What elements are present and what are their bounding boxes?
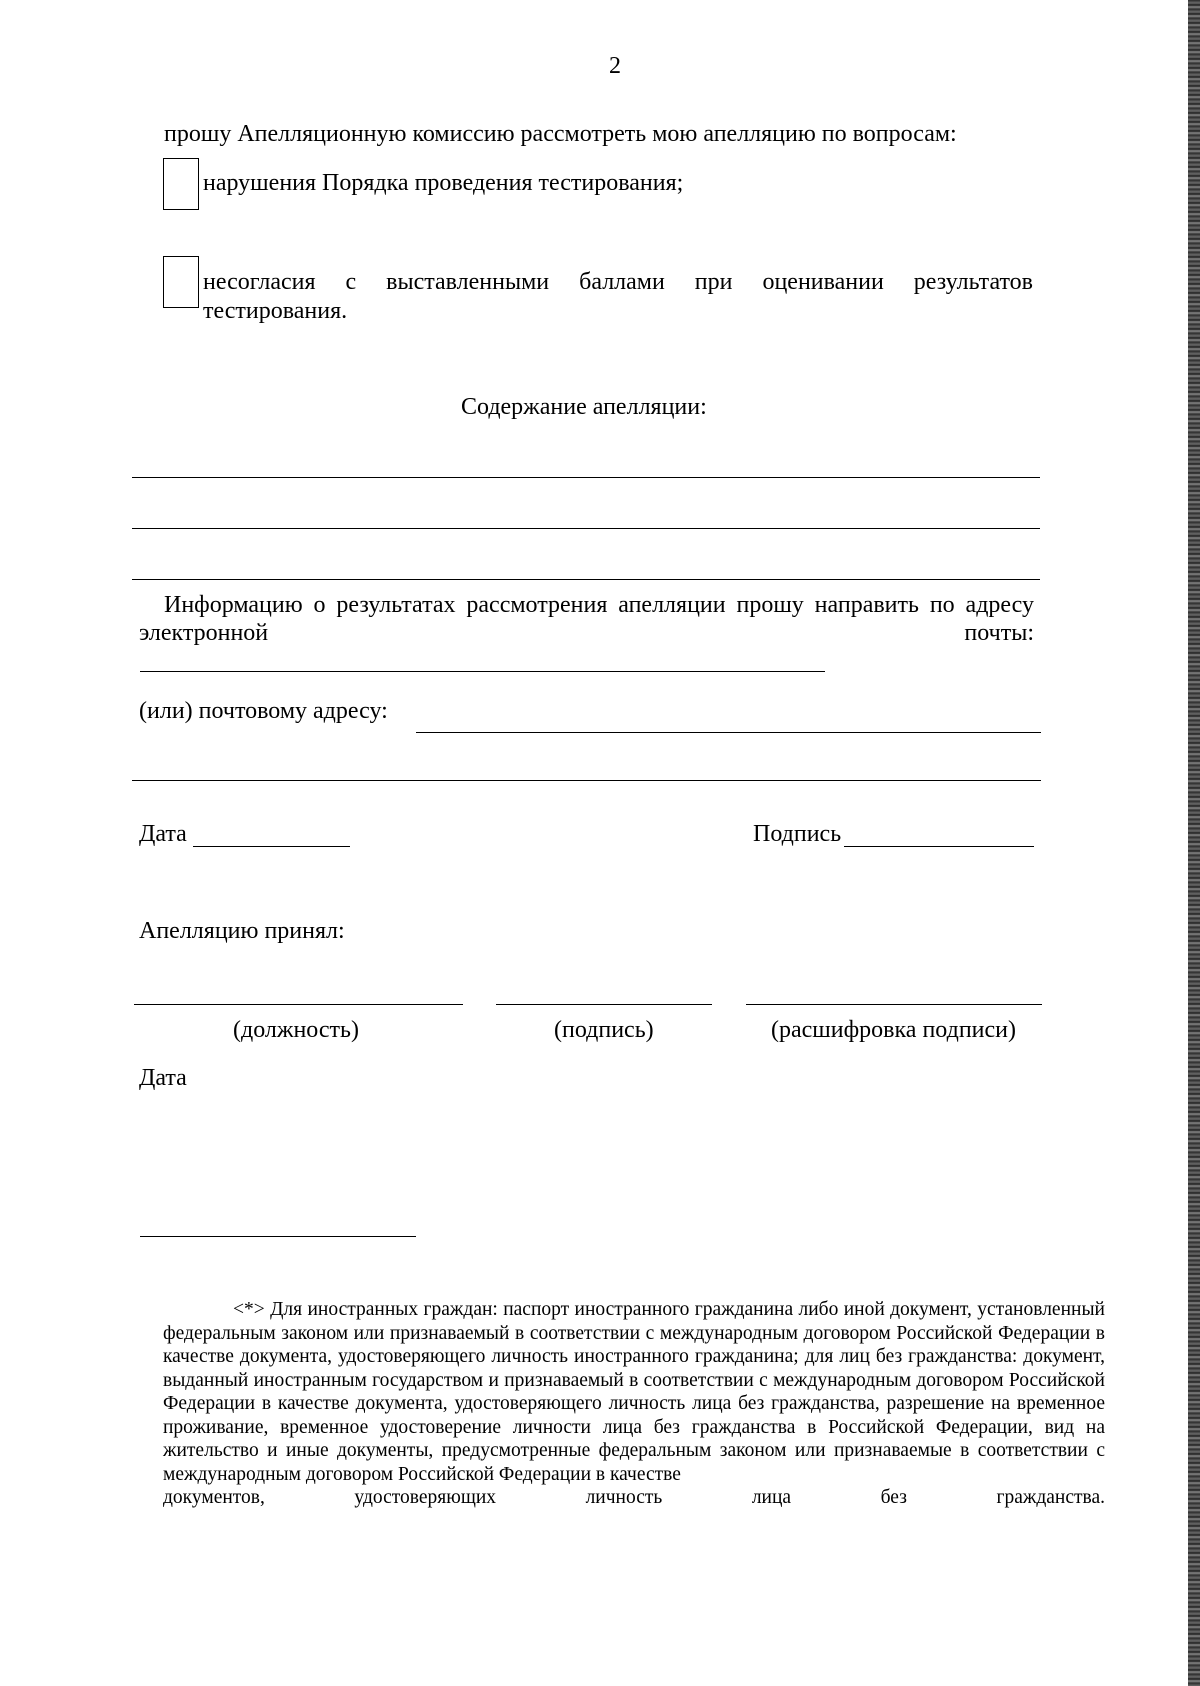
request-intro: прошу Апелляционную комиссию рассмотреть мою апелляцию по вопросам: [164,121,957,147]
footnote-separator [140,1236,416,1237]
option-procedure-violation-label: нарушения Порядка проведения тестирования; [203,170,684,196]
accepted-label: Апелляцию принял: [139,918,345,944]
option-score-disagreement-label-line2: тестирования. [203,298,348,324]
appeal-content-line-1[interactable] [132,477,1040,478]
decryption-caption: (расшифровка подписи) [771,1017,1016,1043]
info-text-line2-left: электронной [139,620,269,646]
accepted-signature-line[interactable] [496,1004,712,1005]
accepted-decryption-line[interactable] [746,1004,1042,1005]
signature-caption: (подпись) [554,1017,654,1043]
accepted-position-line[interactable] [134,1004,463,1005]
scan-edge [1188,0,1200,1686]
footnote-last-line: документов, удостоверяющих личность лица без гражданства. [163,1487,1105,1508]
info-text-line2-right: почты: [964,620,1034,646]
signature-label: Подпись [753,821,842,847]
info-text-line1: Информацию о результатах рассмотрения апелляции прошу направить по адресу [164,592,1034,618]
postal-address-label: (или) почтовому адресу: [139,698,388,724]
footnote [163,1298,1105,1510]
appeal-content-line-2[interactable] [132,528,1040,529]
date-line[interactable] [193,846,350,847]
footnote-body: <*> Для иностранных граждан: паспорт иностранного гражданина либо иной документ, установленный федеральным законом или признаваемый в соответствии с международным договором Российской Федерации в качестве документа, удостоверяющего личность иностранного гражданина; для лиц без гражданства: документ, выданный иностранным государством и признаваемый в соответствии с международным договором Российской Федерации в качестве документа, удостоверяющего личность лица без гражданства, разрешение на временное проживание, временное удостоверение личности лица без гражданства в Российской Федерации, вид на жительство и иные документы, предусмотренные федеральным законом или признаваемые в соответствии с международным договором Российской Федерации в качестве [163,1299,1105,1485]
checkbox-score-disagreement[interactable] [163,256,199,308]
date-label-2: Дата [139,1065,187,1091]
postal-address-line-2[interactable] [132,780,1041,781]
position-caption: (должность) [233,1017,359,1043]
signature-line[interactable] [844,846,1034,847]
content-heading: Содержание апелляции: [461,394,707,420]
appeal-content-line-3[interactable] [132,579,1040,580]
email-address-line[interactable] [140,671,825,672]
option-score-disagreement-label-line1: несогласия с выставленными баллами при оценивании результатов [203,269,1033,295]
page-number: 2 [609,53,621,79]
postal-address-line[interactable] [416,732,1041,733]
checkbox-procedure-violation[interactable] [163,158,199,210]
date-label: Дата [139,821,187,847]
